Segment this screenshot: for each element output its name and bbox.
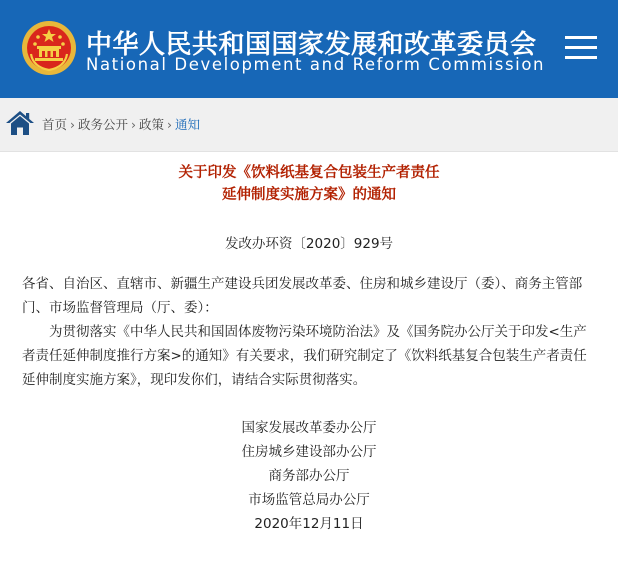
breadcrumb-notice[interactable]: 通知 bbox=[175, 117, 201, 132]
signatures bbox=[0, 416, 618, 536]
breadcrumb-home[interactable]: 首页 bbox=[42, 117, 68, 132]
breadcrumb-separator: › bbox=[131, 117, 137, 132]
article-title-line-2: 延伸制度实施方案》的通知 bbox=[222, 187, 396, 203]
menu-bar bbox=[565, 36, 597, 39]
addressees: 各省、自治区、直辖市、新疆生产建设兵团发展改革委、住房和城乡建设厅（委）、商务主管部门、市场监督管理局（厅、委）： bbox=[22, 276, 583, 316]
breadcrumb-separator: › bbox=[167, 117, 173, 132]
signatory-samr: 市场监管总局办公厅 bbox=[248, 492, 370, 508]
document-number: 发改办环资〔2020〕929号 bbox=[224, 236, 394, 252]
breadcrumb-bar bbox=[0, 98, 618, 152]
body-paragraph: 为贯彻落实《中华人民共和国固体废物污染环境防治法》及《国务院办公厅关于印发<生产者责任延伸制度推行方案>的通知》有关要求，我们研究制定了《饮料纸基复合包装生产者责任延伸制度实施方案》，现印发你们，请结合实际贯彻落实。 bbox=[22, 324, 587, 388]
home-icon[interactable] bbox=[5, 110, 35, 136]
breadcrumb-separator: › bbox=[70, 117, 76, 132]
article-title-line-1: 关于印发《饮料纸基复合包装生产者责任 bbox=[178, 165, 440, 181]
breadcrumb bbox=[42, 115, 200, 133]
menu-bar bbox=[565, 46, 597, 49]
site-title-cn: 中华人民共和国国家发展和改革委员会 bbox=[86, 30, 537, 60]
issue-date: 2020年12月11日 bbox=[254, 516, 364, 532]
signatory-mohurd: 住房城乡建设部办公厅 bbox=[241, 444, 377, 460]
hamburger-menu-icon[interactable] bbox=[565, 36, 597, 60]
article-title bbox=[0, 162, 618, 206]
breadcrumb-policy[interactable]: 政策 bbox=[139, 117, 165, 132]
article-body bbox=[0, 272, 618, 392]
menu-bar bbox=[565, 56, 597, 59]
breadcrumb-policy-open[interactable]: 政务公开 bbox=[78, 117, 129, 132]
signatory-ndrc: 国家发展改革委办公厅 bbox=[241, 420, 377, 436]
site-header bbox=[0, 0, 618, 98]
signatory-mofcom: 商务部办公厅 bbox=[268, 468, 350, 484]
national-emblem-icon[interactable] bbox=[21, 20, 77, 76]
site-title-en: National Development and Reform Commission bbox=[86, 55, 546, 74]
